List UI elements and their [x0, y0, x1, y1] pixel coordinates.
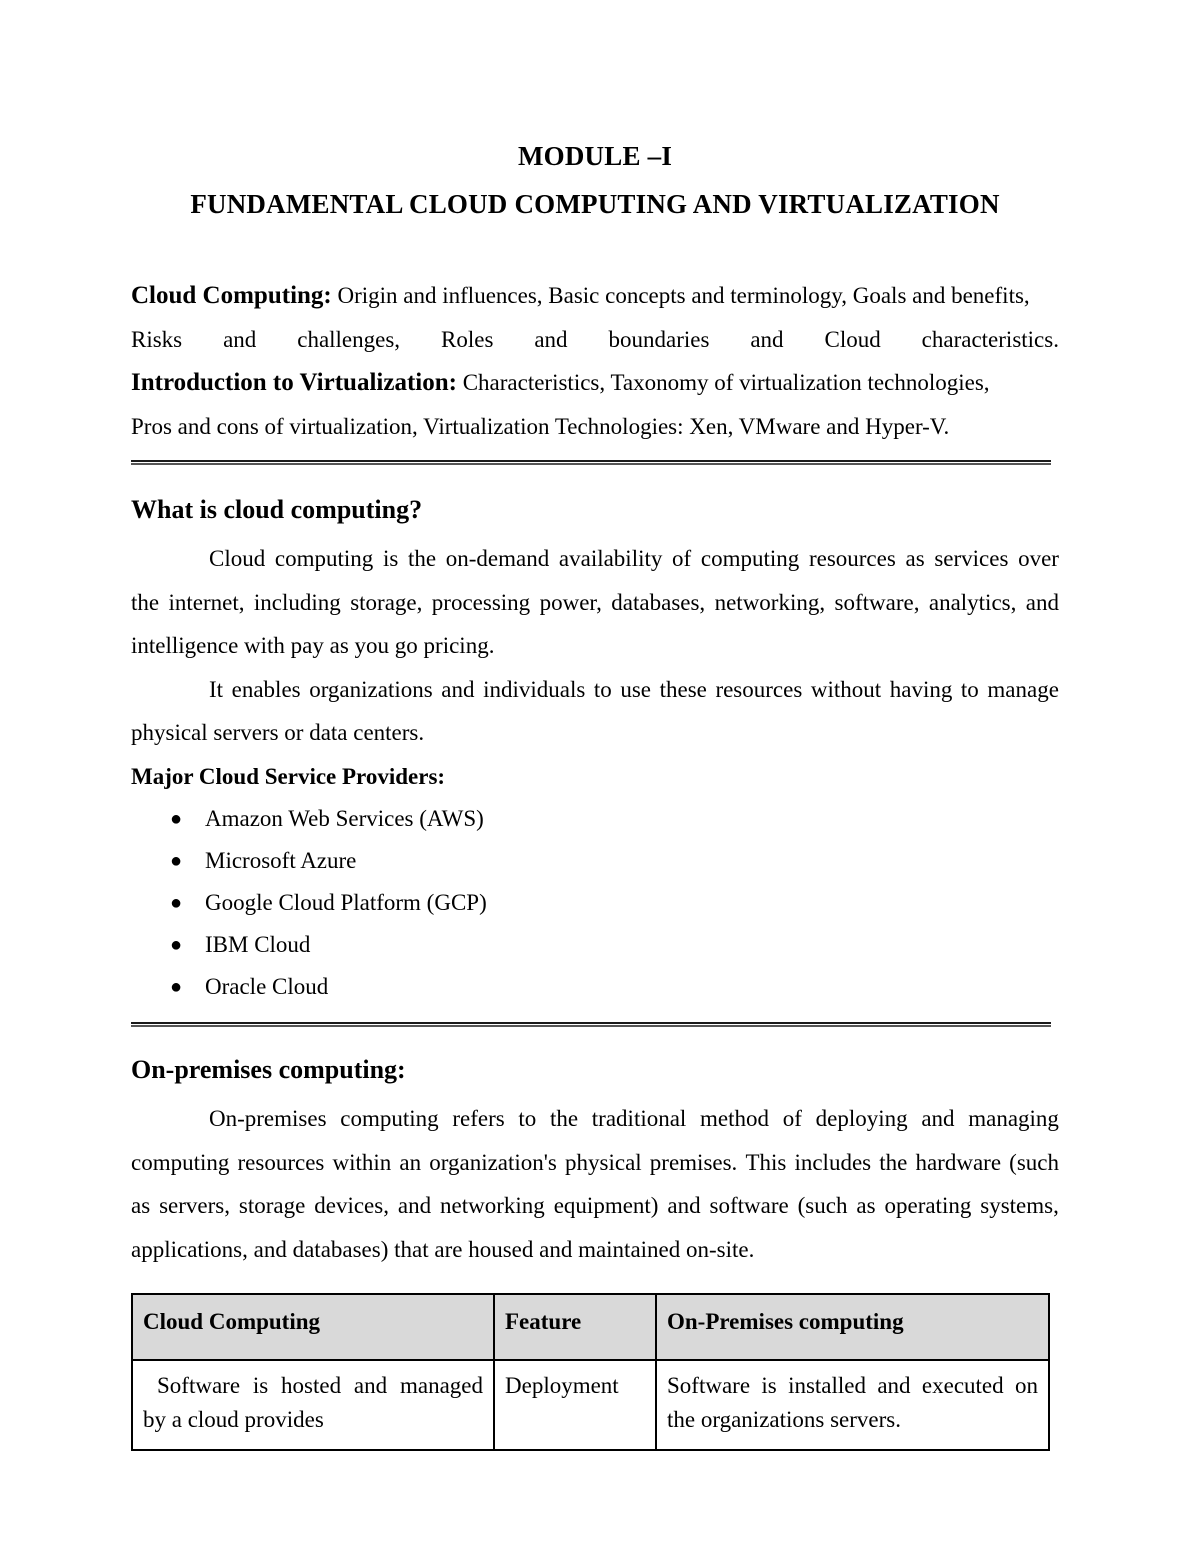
w: on	[1014, 1373, 1038, 1398]
w: managing	[968, 1106, 1059, 1131]
w: includes	[794, 1149, 872, 1175]
cell-line	[667, 1369, 1038, 1403]
list-item-label: IBM Cloud	[205, 932, 311, 957]
w: refers	[452, 1106, 505, 1131]
w: and	[667, 1193, 701, 1218]
section-divider-1	[131, 460, 1051, 465]
bullet-icon: ●	[170, 892, 183, 914]
cell-feature-deployment: Deployment	[494, 1360, 656, 1450]
w: as	[905, 546, 925, 571]
w: within	[332, 1149, 392, 1175]
w: resources	[237, 1149, 325, 1175]
list-item-label: Google Cloud Platform (GCP)	[205, 890, 487, 915]
w: computing	[700, 546, 800, 571]
w: the	[549, 1106, 579, 1131]
w: to	[960, 676, 979, 702]
w: storage	[238, 1193, 306, 1218]
w: This	[745, 1149, 787, 1175]
syllabus-block	[131, 274, 1059, 448]
syl-w: Cloud	[824, 326, 881, 352]
bullet-icon: ●	[170, 976, 183, 998]
para-line: physical servers or data centers.	[131, 720, 425, 745]
cell-onpremises-deployment	[656, 1360, 1049, 1450]
w: (such	[797, 1193, 848, 1218]
w: is	[382, 546, 399, 571]
w: (such	[1009, 1149, 1059, 1175]
w: an	[399, 1149, 422, 1175]
syllabus-topic-2-line	[131, 361, 1059, 405]
para-line: intelligence with pay as you go pricing.	[131, 633, 495, 658]
w: to	[518, 1106, 537, 1131]
w: including	[253, 589, 341, 615]
w: organizations	[309, 676, 433, 702]
syllabus-topic-1-text: Origin and influences, Basic concepts and terminology, Goals and benefits,	[337, 283, 1030, 308]
w: networking,	[714, 589, 826, 615]
para-line	[131, 581, 1059, 625]
w: on-demand	[445, 546, 550, 571]
column-header-cloud-computing: Cloud Computing	[132, 1294, 494, 1360]
list-item	[131, 840, 1059, 882]
list-item	[131, 798, 1059, 840]
syl-w: boundaries	[608, 326, 710, 352]
list-item	[131, 924, 1059, 966]
para-line: applications, and databases) that are housed and maintained on-site.	[131, 1236, 755, 1262]
w: computing	[274, 546, 374, 571]
w: and	[1025, 589, 1059, 615]
syl-w: and	[223, 326, 257, 352]
bullet-icon: ●	[170, 850, 183, 872]
w: analytics,	[928, 589, 1017, 615]
w: servers,	[159, 1193, 230, 1218]
list-item-label: Oracle Cloud	[205, 974, 329, 999]
para-line	[131, 1097, 1059, 1141]
w: of	[672, 546, 692, 571]
para-line	[131, 1184, 1059, 1228]
table-row	[132, 1360, 1049, 1450]
cloud-definition-paragraph	[131, 537, 1059, 668]
w: computing	[340, 1106, 439, 1131]
cell-line: by a cloud provides	[143, 1407, 324, 1432]
cloud-providers-list	[131, 798, 1059, 1008]
w: managed	[399, 1373, 483, 1398]
w: and	[921, 1106, 955, 1131]
bullet-icon: ●	[170, 808, 183, 830]
w: over	[1018, 546, 1059, 571]
w: software	[709, 1193, 789, 1218]
w: operating	[884, 1193, 972, 1218]
syllabus-topic-2-label: Introduction to Virtualization:	[131, 369, 457, 396]
cloud-enables-paragraph	[131, 668, 1059, 755]
w: is	[252, 1373, 269, 1398]
w: as	[856, 1193, 876, 1218]
w: Software	[667, 1373, 751, 1398]
syl-w: characteristics.	[921, 326, 1059, 352]
heading-on-premises-computing: On-premises computing:	[131, 1055, 406, 1084]
w: devices,	[314, 1193, 389, 1218]
w: It	[209, 676, 224, 702]
w: processing	[431, 589, 531, 615]
column-header-on-premises-computing: On-Premises computing	[656, 1294, 1049, 1360]
page-title: MODULE –I	[517, 141, 673, 171]
w: availability	[558, 546, 663, 571]
list-item-label: Amazon Web Services (AWS)	[205, 806, 484, 831]
document-content	[131, 132, 1059, 1451]
w: physical	[565, 1149, 642, 1175]
w: power,	[539, 589, 602, 615]
list-item-label: Microsoft Azure	[205, 848, 357, 873]
syl-w: Risks	[131, 326, 183, 352]
list-item	[131, 966, 1059, 1008]
w: of	[782, 1106, 802, 1131]
w: the	[407, 546, 437, 571]
cell-line	[143, 1369, 483, 1403]
w: hosted	[281, 1373, 342, 1398]
w: storage,	[350, 589, 423, 615]
section-divider-2	[131, 1022, 1051, 1027]
w: resources	[808, 546, 896, 571]
w: equipment)	[553, 1193, 659, 1218]
w: having	[889, 676, 953, 702]
list-item	[131, 882, 1059, 924]
w: On-premises	[209, 1106, 327, 1131]
para-line	[131, 537, 1059, 581]
w: as	[131, 1193, 151, 1218]
w: installed	[788, 1373, 866, 1398]
syllabus-topic-1-line	[131, 274, 1059, 318]
w: Software	[157, 1373, 241, 1398]
w: networking	[440, 1193, 545, 1218]
w: systems,	[980, 1193, 1059, 1218]
w: deploying	[815, 1106, 908, 1131]
cell-cloud-deployment	[132, 1360, 494, 1450]
w: these	[659, 676, 707, 702]
w: use	[620, 676, 652, 702]
w: hardware	[915, 1149, 1002, 1175]
w: databases,	[611, 589, 706, 615]
w: and	[353, 1373, 388, 1398]
w: executed	[921, 1373, 1004, 1398]
w: and	[397, 1193, 432, 1218]
cell-line: the organizations servers.	[667, 1407, 901, 1432]
syllabus-topic-2-text: Characteristics, Taxonomy of virtualization technologies,	[462, 370, 990, 395]
page-subtitle: FUNDAMENTAL CLOUD COMPUTING AND VIRTUALIZATION	[190, 189, 1000, 219]
w: manage	[987, 676, 1059, 702]
w: software,	[834, 589, 920, 615]
w: premises.	[649, 1149, 738, 1175]
w: enables	[231, 676, 301, 702]
w: traditional	[591, 1106, 687, 1131]
syl-w: and	[534, 326, 568, 352]
w: the	[131, 589, 160, 615]
w: and	[877, 1373, 911, 1398]
w: services	[934, 546, 1009, 571]
w: organization's	[429, 1149, 557, 1175]
w: method	[700, 1106, 770, 1131]
w: and	[441, 676, 475, 702]
w: resources	[715, 676, 803, 702]
heading-what-is-cloud-computing: What is cloud computing?	[131, 495, 423, 524]
column-header-feature: Feature	[494, 1294, 656, 1360]
w: without	[810, 676, 882, 702]
w: Cloud	[209, 546, 266, 571]
syllabus-topic-1-label: Cloud Computing:	[131, 282, 332, 309]
bullet-icon: ●	[170, 934, 183, 956]
w: internet,	[168, 589, 245, 615]
para-line	[131, 1141, 1059, 1185]
w: is	[761, 1373, 777, 1398]
para-line	[131, 668, 1059, 712]
w: the	[879, 1149, 908, 1175]
w: computing	[131, 1149, 230, 1175]
onpremises-paragraph	[131, 1097, 1059, 1271]
syl-w: challenges,	[297, 326, 401, 352]
w: to	[593, 676, 612, 702]
heading-major-cloud-service-providers: Major Cloud Service Providers:	[131, 763, 446, 789]
w: individuals	[483, 676, 586, 702]
syl-w: Roles	[441, 326, 494, 352]
table-header-row	[132, 1294, 1049, 1360]
cloud-vs-onpremises-table	[131, 1293, 1050, 1451]
syllabus-topic-2-line-2: Pros and cons of virtualization, Virtualization Technologies: Xen, VMware and Hyper-V.	[131, 413, 950, 439]
syllabus-topic-1-line-2	[131, 318, 1059, 362]
syl-w: and	[750, 326, 784, 352]
